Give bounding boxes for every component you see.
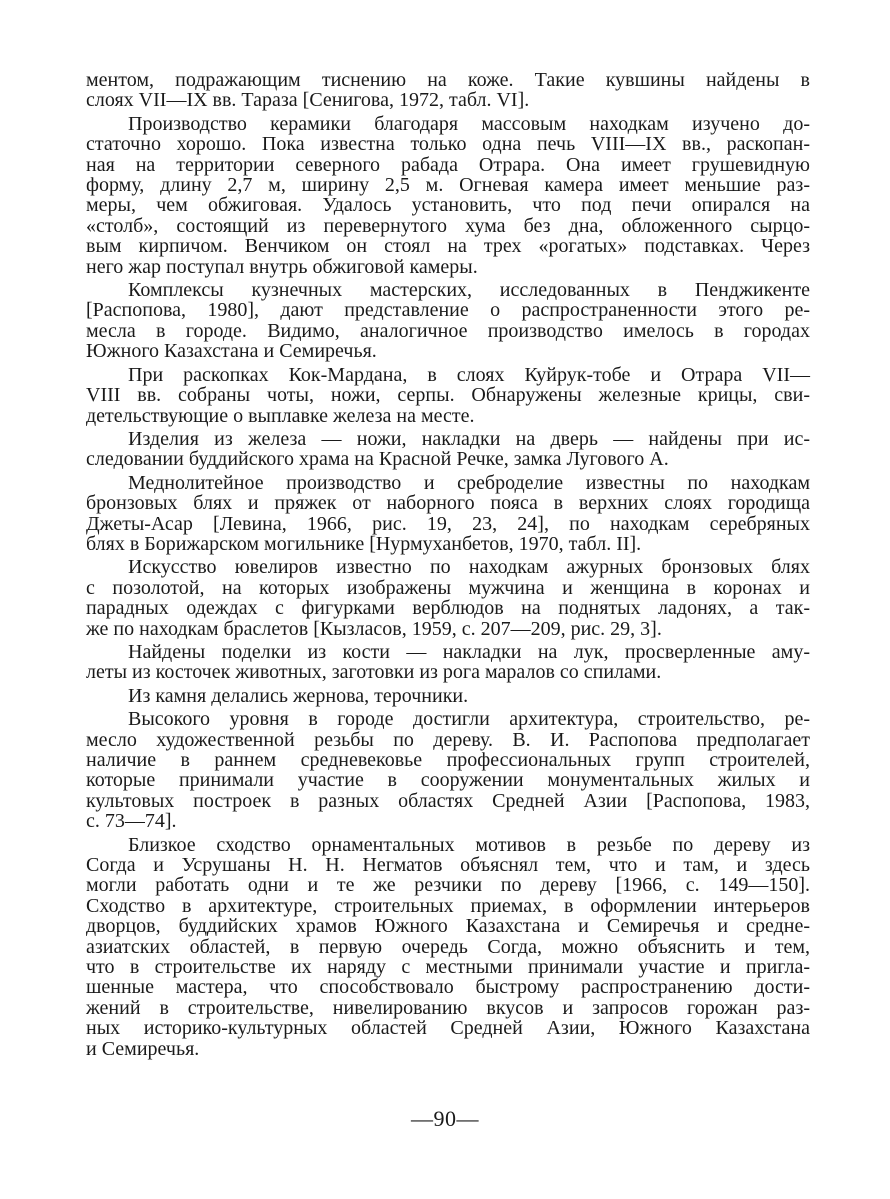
- paragraph: [86, 835, 810, 1059]
- text-line: месла в городе. Видимо, аналогичное производство имелось в городах: [86, 319, 810, 342]
- text-line: «столб», состоящий из перевернутого хума без дна, обложенного сырцо-: [86, 214, 810, 237]
- text-line: ментом, подражающим тиснению на коже. Такие кувшины найдены в: [86, 69, 810, 91]
- paragraph: [86, 686, 810, 706]
- text-line: Комплексы кузнечных мастерских, исследованных в Пенджикенте: [128, 279, 810, 302]
- text-line: Из камня делались жернова, терочники.: [128, 684, 469, 707]
- text-line: же по находкам браслетов [Кызласов, 1959, с. 207—209, рис. 29, 3].: [86, 617, 662, 640]
- text-line: Джеты-Асар [Левина, 1966, рис. 19, 23, 24], по находкам серебряных: [86, 512, 810, 535]
- text-line: Высокого уровня в городе достигли архитектура, строительство, ре-: [128, 708, 810, 731]
- text-line: Южного Казахстана и Семиречья.: [86, 340, 377, 363]
- text-line: парадных одеждах с фигурками верблюдов на поднятых ладонях, а так-: [86, 597, 810, 620]
- text-line: вым кирпичом. Венчиком он стоял на трех «рогатых» подставках. Через: [86, 235, 810, 258]
- text-line: леты из косточек животных, заготовки из рога маралов со спилами.: [86, 661, 662, 684]
- paragraph: [86, 473, 810, 555]
- text-line: культовых построек в разных областях Средней Азии [Распопова, 1983,: [86, 789, 810, 812]
- text-line: слоях VII—IX вв. Тараза [Сенигова, 1972, табл. VI].: [86, 89, 530, 112]
- text-line: Искусство ювелиров известно по находкам ажурных бронзовых блях: [128, 556, 810, 579]
- text-line: с. 73—74].: [86, 810, 177, 833]
- paragraph: [86, 557, 810, 639]
- text-line: дворцов, буддийских храмов Южного Казахстана и Семиречья и средне-: [86, 915, 810, 938]
- text-line: При раскопках Кок-Мардана, в слоях Куйрук-тобе и Отрара VII—: [128, 363, 810, 386]
- text-line: жений в строительстве, нивелированию вкусов и запросов горожан раз-: [86, 996, 810, 1019]
- text-line: месло художественной резьбы по дереву. В. И. Распопова предполагает: [86, 728, 810, 751]
- text-line: Согда и Усрушаны Н. Н. Негматов объяснял тем, что и там, и здесь: [86, 854, 810, 877]
- paragraph: [86, 114, 810, 277]
- text-line: шенные мастера, что способствовало быстрому распространению дости-: [86, 976, 810, 999]
- text-line: могли работать одни и те же резчики по дереву [1966, с. 149—150].: [86, 874, 810, 897]
- paragraph: [86, 70, 810, 111]
- text-line: Изделия из железа — ножи, накладки на дверь — найдены при ис-: [128, 427, 810, 450]
- paragraph: [86, 642, 810, 683]
- text-line: него жар поступал внутрь обжиговой камеры.: [86, 255, 478, 278]
- text-line: азиатских областей, в первую очередь Согда, можно объяснить и тем,: [86, 935, 810, 958]
- text-line: которые принимали участие в сооружении монументальных жилых и: [86, 769, 810, 792]
- text-line: что в строительстве их наряду с местными принимали участие и пригла-: [86, 956, 810, 979]
- paragraph: [86, 429, 810, 470]
- page-body: [86, 70, 810, 1062]
- paragraph: [86, 709, 810, 831]
- text-line: меры, чем обжиговая. Удалось установить, что под печи опирался на: [86, 194, 810, 217]
- page-number: —90—: [411, 1106, 479, 1131]
- text-line: VIII вв. собраны чоты, ножи, серпы. Обнаружены железные крицы, сви-: [86, 384, 810, 407]
- text-line: бронзовых блях и пряжек от наборного пояса в верхних слоях городища: [86, 492, 810, 515]
- text-line: Найдены поделки из кости — накладки на лук, просверленные аму-: [128, 640, 810, 663]
- text-line: с позолотой, на которых изображены мужчина и женщина в коронах и: [86, 576, 810, 599]
- text-line: детельствующие о выплавке железа на месте.: [86, 404, 475, 427]
- text-line: Меднолитейное производство и среброделие известны по находкам: [128, 471, 810, 494]
- text-line: статочно хорошо. Пока известна только одна печь VIII—IX вв., раскопан-: [86, 133, 810, 156]
- text-line: Сходство в архитектуре, строительных приемах, в оформлении интерьеров: [86, 894, 810, 917]
- text-line: блях в Борижарском могильнике [Нурмуханбетов, 1970, табл. II].: [86, 532, 642, 555]
- text-line: и Семиречья.: [86, 1037, 200, 1060]
- text-line: ных историко-культурных областей Средней Азии, Южного Казахстана: [86, 1017, 810, 1040]
- text-line: следовании буддийского храма на Красной Речке, замка Лугового А.: [86, 448, 669, 471]
- text-line: ная на территории северного рабада Отрара. Она имеет грушевидную: [86, 153, 810, 176]
- text-line: наличие в раннем средневековье профессиональных групп строителей,: [86, 749, 810, 771]
- text-line: форму, длину 2,7 м, ширину 2,5 м. Огневая камера имеет меньшие раз-: [86, 174, 810, 197]
- text-line: [Распопова, 1980], дают представление о распространенности этого ре-: [86, 299, 810, 322]
- paragraph: [86, 280, 810, 362]
- paragraph: [86, 365, 810, 426]
- text-line: Производство керамики благодаря массовым находкам изучено до-: [128, 112, 810, 135]
- text-line: Близкое сходство орнаментальных мотивов в резьбе по дереву из: [128, 833, 810, 856]
